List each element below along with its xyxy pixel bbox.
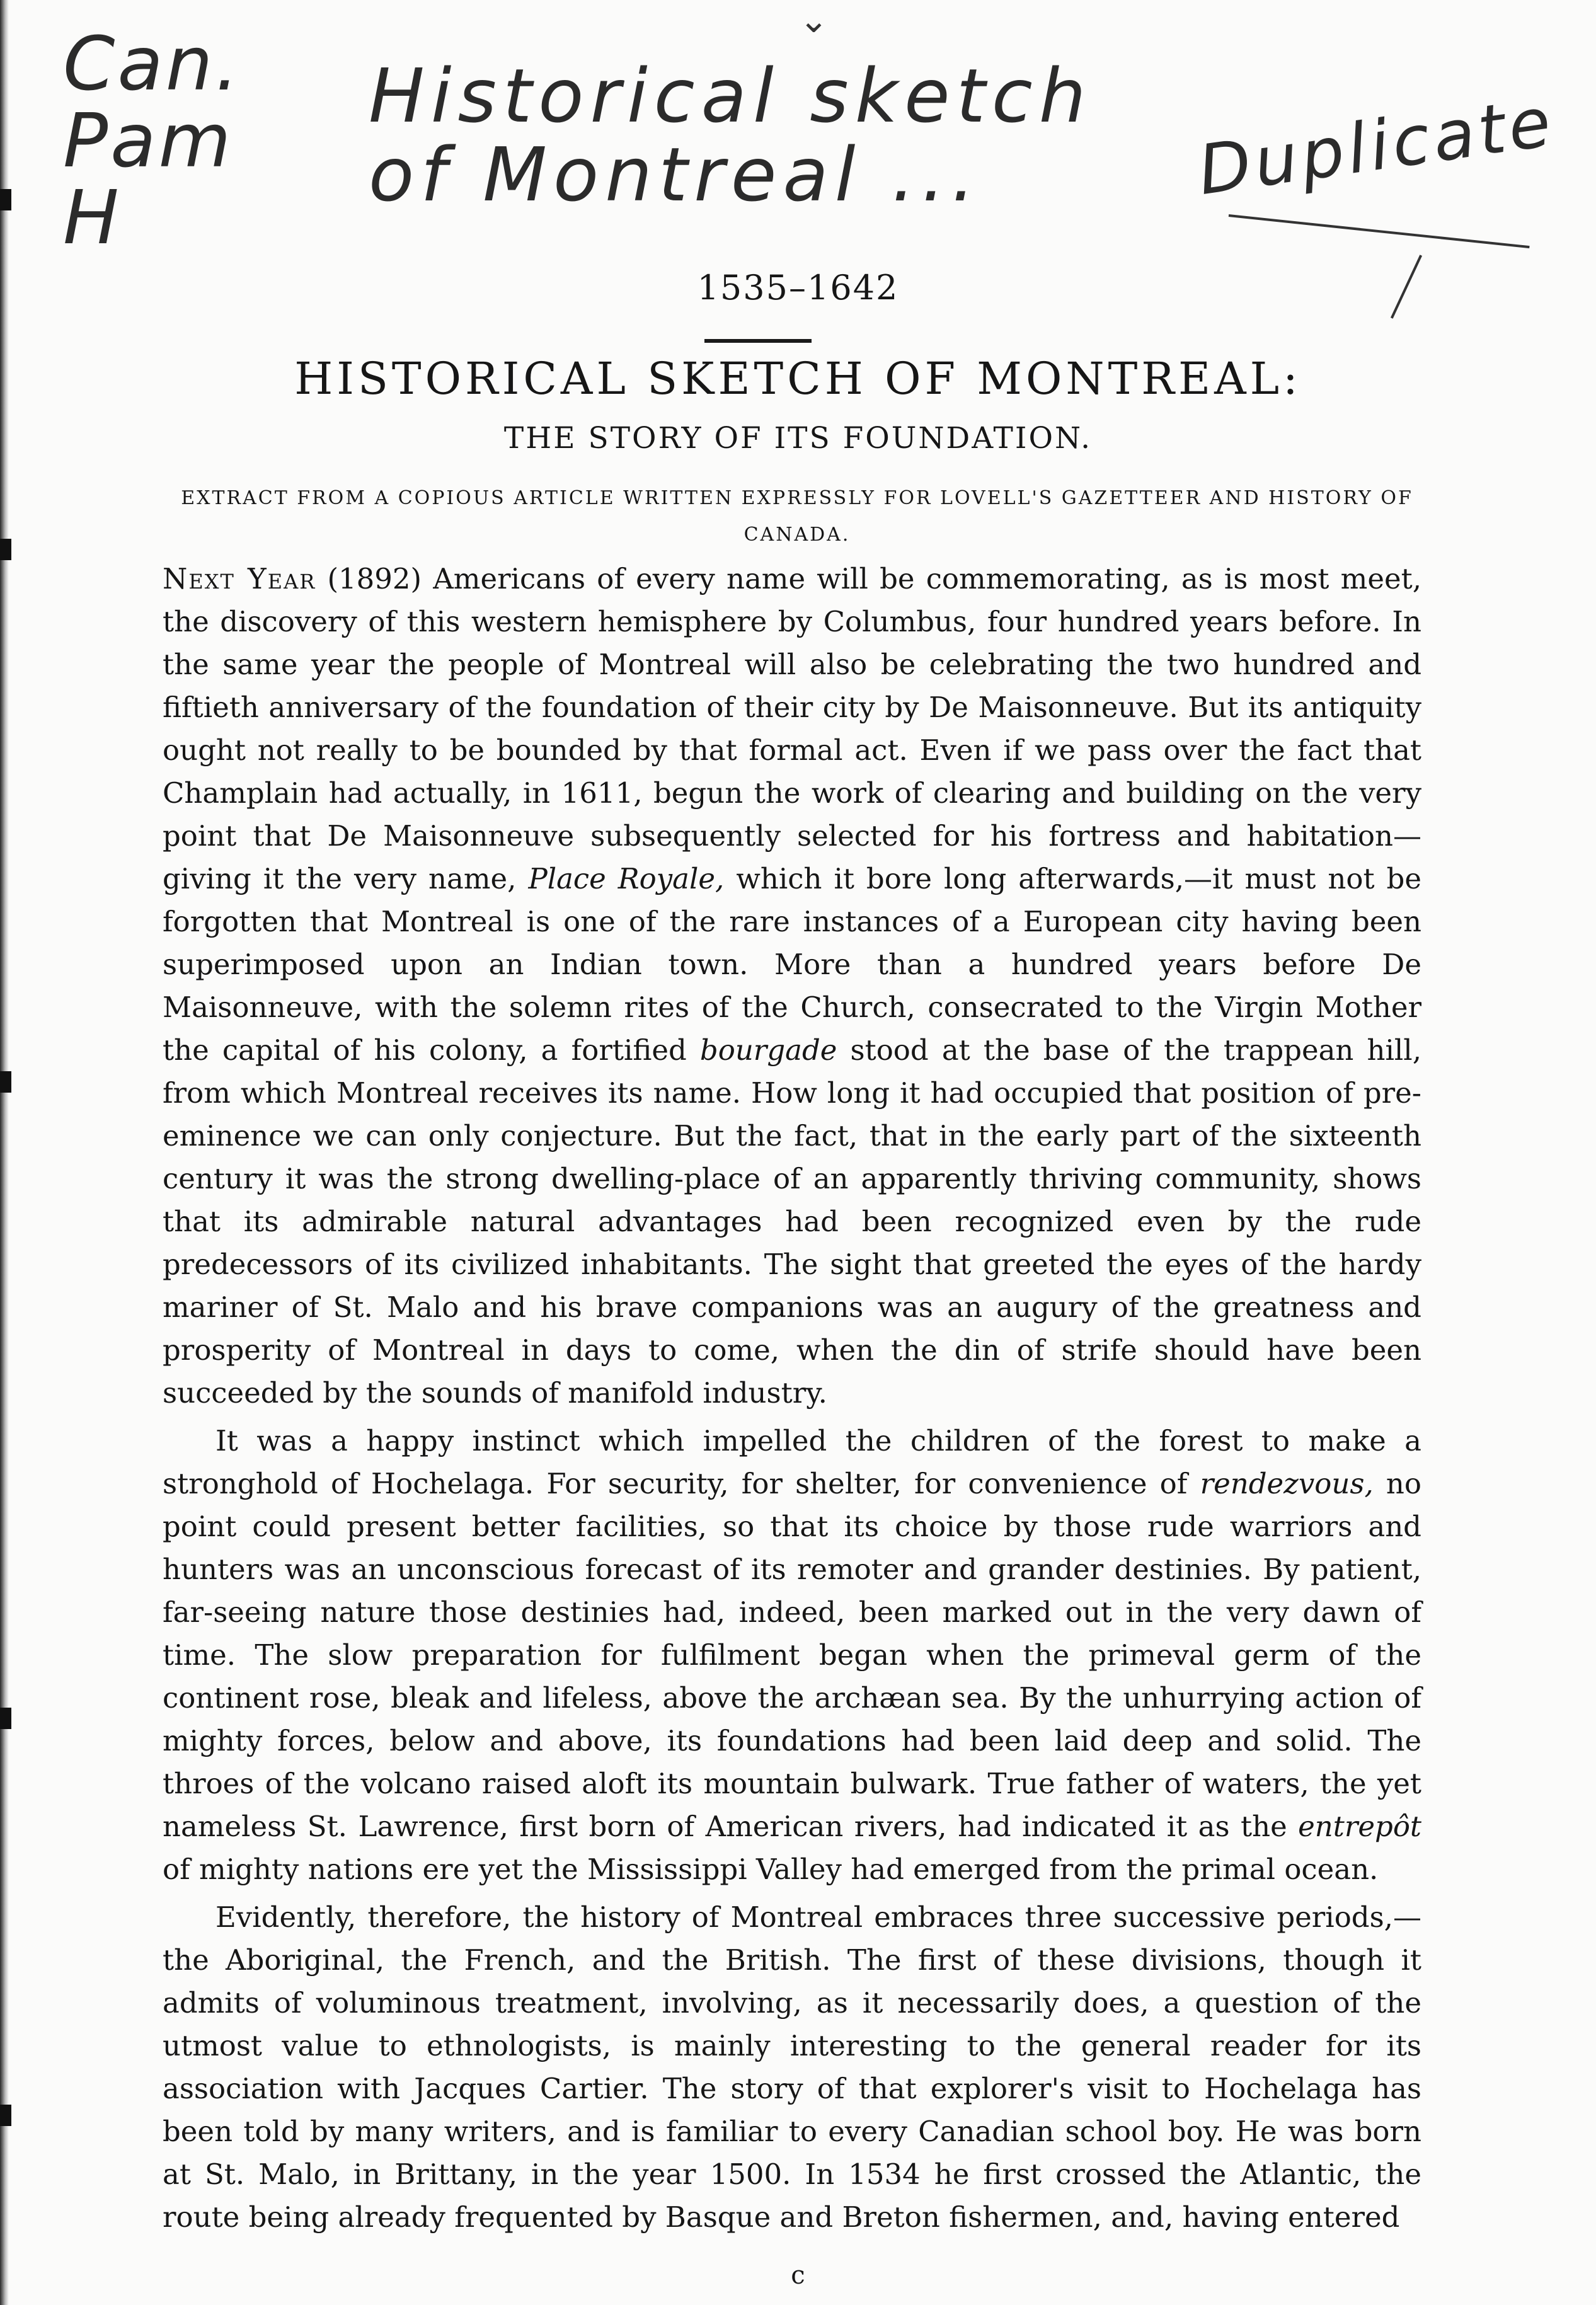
date-range: 1535–1642 [697,268,899,308]
paragraph-text: Evidently, therefore, the history of Montreal embraces three successive periods,—the Aboriginal, the French, and the British. The first of these divisions, though it admits of voluminous treatment, involving, as it necessarily does, a question of the utmost value to ethnologists, is mainly interesting to the general reader for its association with Jacques Cartier. The story of that explorer's visit to Hochelaga has been told by many writers, and is familiar to every Canadian school boy. He was born at St. Malo, in Brittany, in the year 1500. In 1534 he first crossed the Atlantic, the route being already frequented by Basque and Breton fishermen, and, having entered [163,1900,1421,2234]
scan-left-edge [0,0,9,2305]
paragraph-text: It was a happy instinct which impelled the children of the forest to make a stronghold of Hochelaga. For security, for shelter, for convenience of [163,1424,1421,1500]
scan-edge-mark [0,539,11,560]
italic-term: rendezvous, [1200,1467,1374,1500]
catalog-line: H [63,174,122,261]
paragraph [163,1420,1421,1891]
paragraph-text: stood at the base of the trappean hill, from which Montreal receives its name. How long it had occupied that position of pre-eminence we can only conjecture. But the fact, that in the early part of the sixteenth century it was the strong dwelling-place of an apparently thriving community, shows that its admirable natural advantages had been recognized even by the rude predecessors of its civilized inhabitants. The sight that greeted the eyes of the hardy mariner of St. Malo and his brave companions was an augury of the greatness and prosperity of Montreal in days to come, when the din of strife should have been succeeded by the sounds of manifold industry. [163,1033,1421,1410]
paragraph [163,1896,1421,2239]
scan-edge-mark [0,189,11,210]
paragraph-text: no point could present better facilities, so that its choice by those rude warriors and hunters was an unconscious forecast of its remoter and grander destinies. By patient, far-seeing nature those destinies had, indeed, been marked out in the very dawn of time. The slow preparation for fulfilment began when the primeval germ of the continent rose, bleak and lifeless, above the archæan sea. By the unhurrying action of mighty forces, below and above, its foundations had been laid deep and solid. The throes of the volcano raised aloft its mountain bulwark. True father of waters, the yet nameless St. Lawrence, first born of American rivers, had indicated it as the [163,1467,1421,1843]
handwritten-catalog-number [63,20,290,261]
paragraph-text: which it bore long afterwards,—it must not be forgotten that Montreal is one of the rare instances of a European city having been superimposed upon an Indian town. More than a hundred years before De Maisonneuve, with the solemn rites of the Church, consecrated to the Virgin Mother the capital of his colony, a fortified [163,862,1421,1067]
catalog-line: Can. [63,20,241,107]
signature-mark: c [791,2261,805,2290]
catalog-line: Pam [63,97,234,184]
scan-edge-mark [0,1708,11,1729]
handwritten-stroke [1229,214,1530,248]
handwritten-duplicate-note: Duplicate [1193,83,1559,210]
top-margin-mark: ⌄ [799,0,829,41]
scan-edge-mark [0,1071,11,1093]
extract-note: EXTRACT FROM A COPIOUS ARTICLE WRITTEN EXPRESSLY FOR LOVELL'S GAZETTEER AND HISTORY OF CANADA. [181,487,1413,546]
italic-term: entrepôt [1298,1810,1421,1843]
paragraph [163,558,1421,1415]
page-title: HISTORICAL SKETCH OF MONTREAL: [294,353,1302,405]
handwritten-title-line: of Montreal ... [369,131,982,218]
handwritten-title-line: Historical sketch [369,52,1093,139]
paragraph-text: (1892) Americans of every name will be commemorating, as is most meet, the discovery of this western hemisphere by Columbus, four hundred years before. In the same year the people of Montreal will also be celebrating the two hundred and fiftieth anniversary of the foundation of their city by De Maisonneuve. But its antiquity ought not really to be bounded by that formal act. Even if we pass over the fact that Champlain had actually, in 1611, begun the work of clearing and building on the very point that De Maisonneuve subsequently selected for his fortress and habitation—giving it the very name, [163,562,1422,895]
paragraph-lead: Next Year [163,562,316,595]
italic-term: Place Royale, [528,862,725,895]
paragraph-text: of mighty nations ere yet the Mississippi Valley had emerged from the primal ocean. [163,1853,1379,1886]
handwritten-title [369,52,1093,218]
article-body [163,558,1421,2244]
scan-edge-mark [0,2105,11,2126]
page-subtitle: THE STORY OF ITS FOUNDATION. [503,421,1093,456]
italic-term: bourgade [699,1033,837,1067]
title-rule [704,339,812,343]
